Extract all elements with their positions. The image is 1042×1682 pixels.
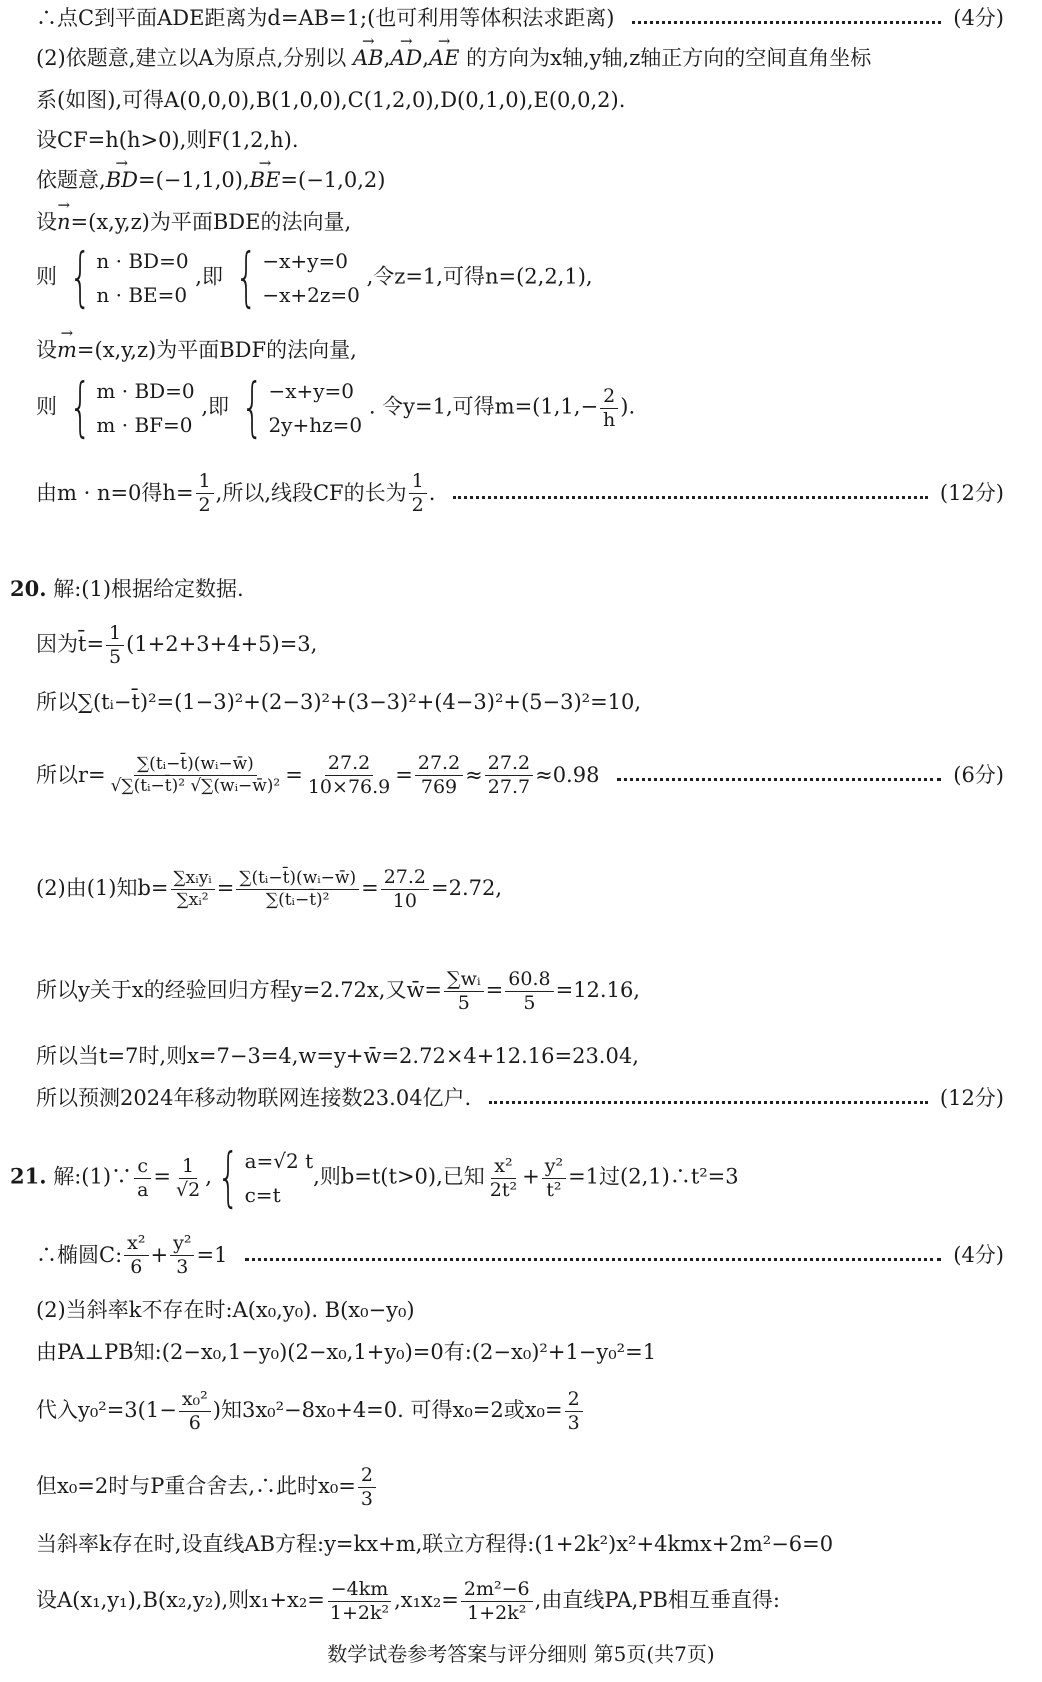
fraction: $\frac{1}{2}$ [196, 470, 214, 517]
line-text: 由PA⊥PB知:(2−x₀,1−y₀)(2−x₀,1+y₀)=0有:(2−x₀)²+1−y₀²=1 [36, 1340, 657, 1364]
line-text: 则 [36, 264, 57, 289]
system-scalar: { −x+y=0 2y+hz=0 [240, 371, 363, 445]
score: (6分) [953, 762, 1004, 787]
fraction: $\frac{1}{√2}$ [176, 1154, 201, 1201]
fraction: $\frac{27.2}{27.7}$ [485, 752, 533, 799]
line-text: ,所以,线段CF的长为 [215, 480, 407, 505]
line-text: (2)依题意,建立以A为原点,分别以 [36, 46, 347, 70]
vector-bd: → BD [106, 168, 138, 193]
vector-be: → BE [250, 168, 281, 193]
line-text: 所以预测2024年移动物联网连接数23.04亿户. [36, 1086, 472, 1110]
fraction: $\frac{\text{2m²−6}}{\text{1+2k²}}$ [461, 1578, 533, 1625]
text-line [36, 1044, 639, 1069]
fraction: x² 6 [124, 1232, 148, 1279]
system-vector: { n · BD=0 n · BE=0 [68, 241, 189, 315]
vector-ae: → AE [429, 46, 460, 71]
text-line [36, 168, 385, 193]
text-line [36, 6, 1004, 31]
line-text: 解:(1)∵ [53, 1164, 133, 1189]
line-text: 解:(1)根据给定数据. [53, 577, 244, 601]
text-line: 所以r= $\frac{\text{∑(tᵢ−t̄)(wᵢ−w̄)}}{\text{√∑(tᵢ−t̄)² √∑(wᵢ−w̄)²}}$ = $\frac{27.2}{10\times 76.9}$ = 27.2 769 ≈ $\frac{27.2}{27.7}$ ≈0.98 (6分) [36, 752, 1004, 798]
text-line [36, 338, 357, 363]
line-text: . [428, 480, 436, 505]
line-text: 则 [36, 394, 57, 419]
fraction: $\frac{\text{x₀²}}{6}$ [179, 1388, 211, 1435]
question-number: 20. [10, 576, 47, 601]
line-text: 当斜率k存在时,设直线AB方程:y=kx+m,联立方程得:(1+2k²)x²+4kmx+2m²−6=0 [36, 1532, 834, 1556]
vector-ab: → AB [353, 46, 384, 71]
page-footer: 数学试卷参考答案与评分细则 第5页(共7页) [327, 1642, 715, 1666]
line-text: 依题意, [36, 168, 106, 192]
fraction: 27.2 769 [415, 752, 463, 799]
line-text: 但x₀=2时与P重合舍去,∴此时x₀= [36, 1473, 356, 1498]
line-text: ∴点C到平面ADE距离为d=AB=1;(也可利用等体积法求距离) [36, 6, 615, 30]
line-text: ,令z=1,可得n=(2,2,1), [366, 264, 593, 289]
system-scalar: { −x+y=0 −x+2z=0 [234, 241, 360, 315]
text-line: ∴椭圆C: x² 6 + $\frac{\text{y²}}{3}$ =1 (4分) [36, 1232, 1004, 1278]
line-text: ∴椭圆C: [36, 1242, 123, 1267]
fraction: $\frac{\text{∑wᵢ}}{5}$ [444, 968, 484, 1015]
line-text: =(−1,0,2) [280, 168, 386, 192]
dot-leader [453, 496, 927, 499]
line-text: (2)由(1)知b= [36, 875, 169, 900]
fraction: $\frac{\text{x²}}{\text{2t²}}$ [489, 1154, 518, 1201]
line-text: (2)当斜率k不存在时:A(x₀,y₀). B(x₀−y₀) [36, 1298, 415, 1322]
fraction: $\frac{-4km}{\text{1+2k²}}$ [327, 1578, 392, 1625]
fraction: 1 2 [409, 470, 427, 517]
line-text: ,即 [201, 394, 230, 419]
line-text: 设A(x₁,y₁),B(x₂,y₂),则x₁+x₂= [36, 1587, 325, 1612]
text-line [36, 622, 317, 669]
fraction: $\frac{60.8}{5}$ [505, 968, 553, 1015]
fraction: $\frac{2}{h}$ [600, 385, 618, 432]
line-text: =(−1,1,0), [137, 168, 250, 192]
dot-leader [245, 1258, 941, 1261]
fraction: $\frac{2}{3}$ [358, 1464, 376, 1511]
dot-leader [489, 1101, 928, 1104]
text-line [36, 210, 351, 235]
dot-leader [632, 21, 941, 24]
line-text: 设CF=h(h>0),则F(1,2,h). [36, 128, 299, 152]
equation-system [36, 371, 636, 445]
text-line: 代入y₀²=3(1− $\frac{\text{x₀²}}{6}$ )知3x₀²−8x₀+4=0. 可得x₀=2或x₀= $\frac{2}{3}$ [36, 1388, 585, 1435]
system-vector: { m · BD=0 m · BF=0 [68, 371, 195, 445]
fraction: $\frac{c}{a}$ [134, 1155, 151, 1202]
line-text: 代入y₀²=3(1− [36, 1397, 177, 1422]
score: (4分) [953, 1242, 1004, 1267]
fraction: $\frac{\text{∑(tᵢ−t̄)(wᵢ−w̄)}}{\text{√∑(tᵢ−t̄)² √∑(wᵢ−w̄)²}}$ [110, 754, 281, 796]
text-line: 所以y关于x的经验回归方程y=2.72x,又w̄= $\frac{\text{∑wᵢ}}{5}$ = $\frac{60.8}{5}$ =12.16, [36, 968, 640, 1014]
equation-system [36, 241, 593, 315]
fraction: $\frac{27.2}{10\times 76.9}$ [307, 752, 391, 798]
text-line [36, 1340, 656, 1365]
fraction: ∑xᵢyᵢ ∑xᵢ² [171, 868, 215, 910]
system-scalar: { a=√2 t c=t [217, 1141, 314, 1215]
score: (12分) [939, 480, 1004, 505]
text-line [36, 1086, 1004, 1111]
vector-ad: → AD [390, 46, 422, 71]
vector-n: → n [57, 210, 71, 235]
fraction: $\frac{2}{3}$ [565, 1388, 583, 1435]
text-line [36, 88, 625, 113]
score: (12分) [939, 1086, 1004, 1110]
line-text: =(x,y,z)为平面BDE的法向量, [70, 210, 352, 234]
line-text: 设 [36, 338, 57, 362]
score: (4分) [953, 6, 1004, 30]
line-text: 所以r= [36, 762, 106, 787]
line-text: ,即 [195, 264, 223, 289]
vector-m: → m [57, 338, 77, 363]
question-21-header: 21. 解:(1)∵ $\frac{c}{a}$ = $\frac{1}{√2}$ , { a=√2 t c=t ,则b=t(t>0),已知 $\frac{\text{x²}}{\text{2t²}}$ + $\frac{\text{y²}}{\text{t²}}$ =1过(2,1)∴t²=3 [10, 1141, 739, 1215]
line-text: (1+2+3+4+5)=3, [126, 631, 318, 656]
line-text: 所以当t=7时,则x=7−3=4,w=y+w̄=2.72×4+12.16=23.04, [36, 1044, 639, 1068]
text-line [36, 1532, 833, 1557]
text-line [36, 1298, 415, 1323]
line-text: 因为t̄= [36, 631, 105, 656]
line-text: 所以∑(tᵢ−t̄)²=(1−3)²+(2−3)²+(3−3)²+(4−3)²+(5−3)²=10, [36, 690, 642, 714]
text-line [36, 1464, 378, 1511]
question-20-header [10, 576, 244, 602]
fraction: $\frac{1}{5}$ [106, 622, 124, 669]
line-text: . 令y=1,可得m=(1,1,− [368, 394, 599, 419]
question-number: 21. [10, 1163, 47, 1189]
fraction: $\frac{\text{∑(tᵢ−t̄)(wᵢ−w̄)}}{\text{∑(tᵢ−t̄)²}}$ [236, 868, 359, 910]
line-text: 系(如图),可得A(0,0,0),B(1,0,0),C(1,2,0),D(0,1,0),E(0,0,2). [36, 88, 626, 112]
line-text: 的方向为x轴,y轴,z轴正方向的空间直角坐标 [466, 46, 872, 70]
text-line: (2)由(1)知b= ∑xᵢyᵢ ∑xᵢ² = $\frac{\text{∑(tᵢ−t̄)(wᵢ−w̄)}}{\text{∑(tᵢ−t̄)²}}$ = $\frac{27.2}{10}$ =2.72, [36, 866, 503, 912]
text-line [36, 690, 641, 715]
line-text: 设 [36, 210, 57, 234]
text-line: (2)依题意,建立以A为原点,分别以 → AB,→ AD,→ AE 的方向为x轴,y轴,z轴正方向的空间直角坐标 [36, 46, 871, 71]
dot-leader [617, 778, 941, 781]
line-text: ). [620, 394, 636, 419]
line-text: =(x,y,z)为平面BDF的法向量, [76, 338, 357, 362]
text-line [36, 128, 299, 153]
fraction: $\frac{\text{y²}}{\text{t²}}$ [542, 1155, 566, 1202]
text-line [36, 470, 1004, 517]
fraction: $\frac{27.2}{10}$ [381, 866, 429, 913]
text-line: 设A(x₁,y₁),B(x₂,y₂),则x₁+x₂= $\frac{-4km}{\text{1+2k²}}$ ,x₁x₂= $\frac{\text{2m²−6}}{\text{1+2k²}}$ ,由直线PA,PB相互垂直得: [36, 1578, 780, 1624]
line-text: 由m · n=0得h= [36, 480, 194, 505]
fraction: $\frac{\text{y²}}{3}$ [170, 1232, 194, 1279]
line-text: 所以y关于x的经验回归方程y=2.72x,又w̄= [36, 977, 443, 1002]
